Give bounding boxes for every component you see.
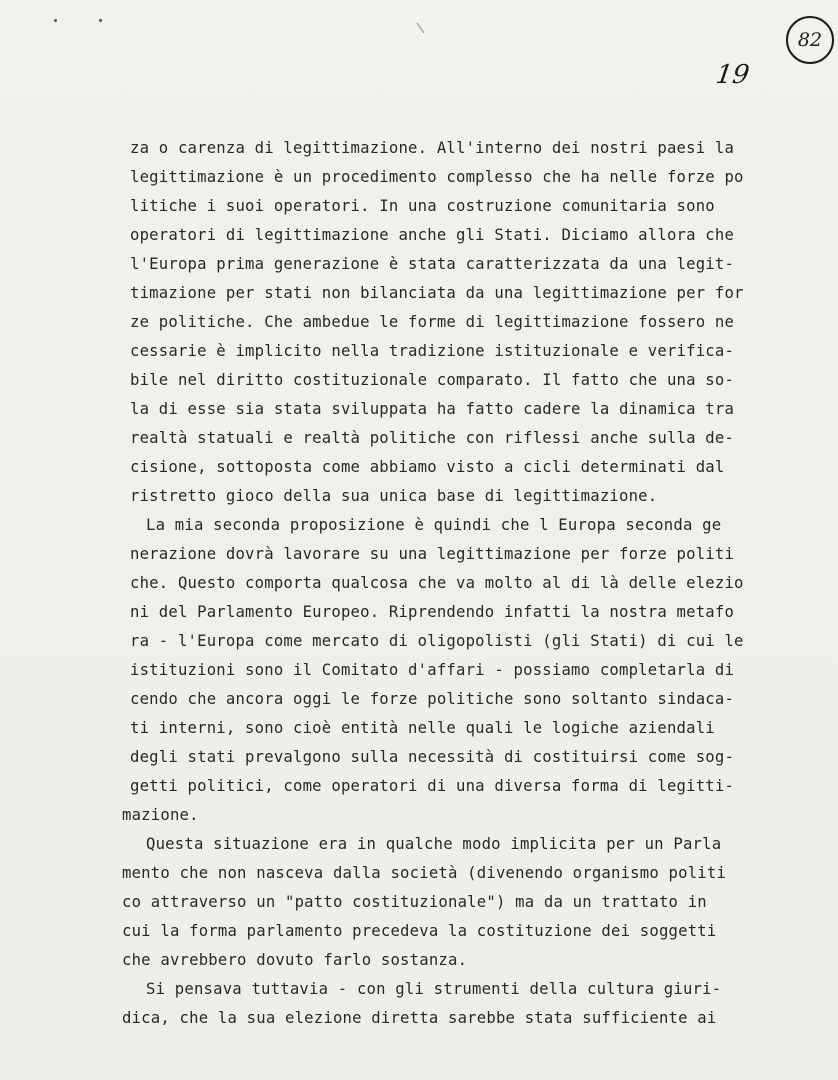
text-line: cendo che ancora oggi le forze politiche sono soltanto sindaca-: [130, 690, 735, 708]
text-line: ze politiche. Che ambedue le forme di legittimazione fossero ne: [130, 313, 735, 331]
text-line: za o carenza di legittimazione. All'interno dei nostri paesi la: [130, 139, 735, 157]
text-line: legittimazione è un procedimento complesso che ha nelle forze po: [130, 168, 744, 186]
text-line: degli stati prevalgono sulla necessità di costituirsi come sog-: [130, 748, 735, 766]
pen-mark: [417, 23, 425, 33]
text-line: co attraverso un "patto costituzionale") ma da un trattato in: [122, 893, 707, 911]
text-line: che. Questo comporta qualcosa che va molto al di là delle elezio: [130, 574, 744, 592]
text-line: Questa situazione era in qualche modo implicita per un Parla: [146, 835, 722, 853]
text-line: timazione per stati non bilanciata da una legittimazione per for: [130, 284, 744, 302]
text-line: nerazione dovrà lavorare su una legittimazione per forze politi: [130, 545, 735, 563]
text-line: cessarie è implicito nella tradizione istituzionale e verifica-: [130, 342, 735, 360]
text-line: l'Europa prima generazione è stata caratterizzata da una legit-: [130, 255, 735, 273]
text-line: ristretto gioco della sua unica base di legittimazione.: [130, 487, 658, 505]
text-line: litiche i suoi operatori. In una costruzione comunitaria sono: [130, 197, 715, 215]
text-line: operatori di legittimazione anche gli Stati. Diciamo allora che: [130, 226, 735, 244]
text-line: La mia seconda proposizione è quindi che l Europa seconda ge: [146, 516, 722, 534]
text-line: cisione, sottoposta come abbiamo visto a cicli determinati dal: [130, 458, 725, 476]
speck: [54, 19, 57, 22]
text-line: getti politici, come operatori di una diversa forma di legitti-: [130, 777, 735, 795]
text-line: la di esse sia stata sviluppata ha fatto cadere la dinamica tra: [130, 400, 735, 418]
archive-number: 82: [797, 29, 823, 51]
text-line: cui la forma parlamento precedeva la costituzione dei soggetti: [122, 922, 717, 940]
text-line: che avrebbero dovuto farlo sostanza.: [122, 951, 468, 969]
text-line: ra - l'Europa come mercato di oligopolisti (gli Stati) di cui le: [130, 632, 744, 650]
text-line: bile nel diritto costituzionale comparato. Il fatto che una so-: [130, 371, 735, 389]
text-line: Si pensava tuttavia - con gli strumenti della cultura giuri-: [146, 980, 722, 998]
text-line: ti interni, sono cioè entità nelle quali le logiche aziendali: [130, 719, 715, 737]
text-line: mento che non nasceva dalla società (divenendo organismo politi: [122, 864, 727, 882]
text-line: realtà statuali e realtà politiche con riflessi anche sulla de-: [130, 429, 735, 447]
page-number: 19: [713, 60, 752, 90]
text-line: ni del Parlamento Europeo. Riprendendo infatti la nostra metafo: [130, 603, 735, 621]
text-line: mazione.: [122, 806, 199, 824]
speck: [99, 19, 102, 22]
text-line: istituzioni sono il Comitato d'affari - possiamo completarla di: [130, 661, 735, 679]
archive-number-stamp: [786, 16, 834, 64]
text-line: dica, che la sua elezione diretta sarebbe stata sufficiente ai: [122, 1009, 717, 1027]
